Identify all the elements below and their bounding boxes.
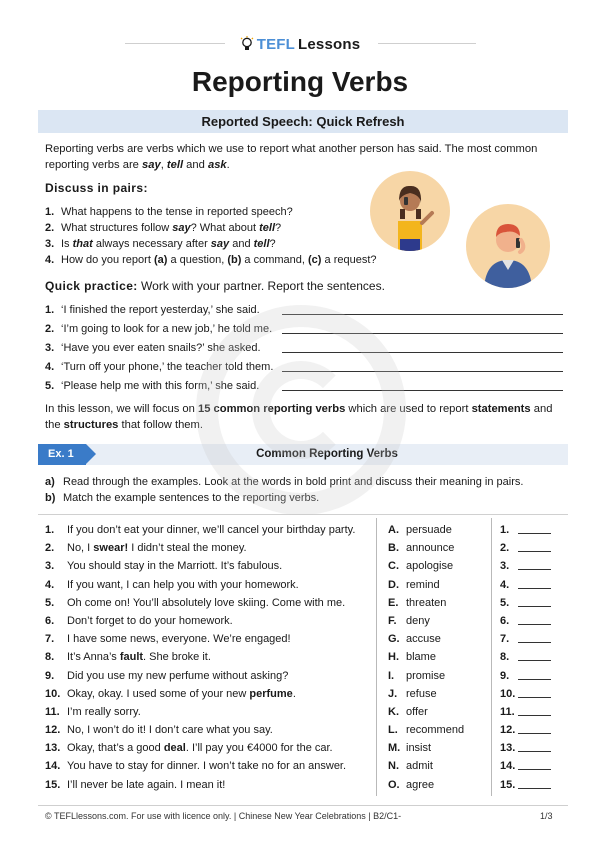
answer-row [500, 594, 551, 612]
item-text: Is [61, 238, 73, 250]
focus-text: that follow them. [118, 419, 203, 431]
sentence-row [45, 667, 355, 685]
verb-text: insist [406, 742, 432, 755]
sentence-number: 13. [45, 742, 61, 755]
sentence-bold: fault [119, 651, 144, 664]
sentence-number: 12. [45, 724, 61, 737]
sentence-row [45, 757, 355, 775]
answer-blank[interactable] [518, 551, 551, 552]
verb-option [388, 576, 464, 594]
instruction-a [45, 474, 523, 490]
answer-blank[interactable] [518, 606, 551, 607]
quick-practice-text: Work with your partner. Report the sentences. [137, 279, 385, 293]
sentence-text: You have to stay for dinner. I won’t take no for an answer. [67, 760, 347, 773]
sentence-number: 15. [45, 778, 61, 791]
sentence-row [45, 776, 355, 794]
verb-text: agree [406, 778, 435, 791]
answer-row [500, 703, 551, 721]
sentence-row [45, 685, 355, 703]
item-text: and [229, 238, 254, 250]
logo-text-tefl: TEFL [256, 35, 296, 53]
list-item [45, 220, 377, 236]
logo-text-lessons: Lessons [298, 35, 361, 53]
sentence-row [45, 557, 355, 575]
focus-text: In this lesson, we will focus on [45, 403, 198, 415]
list-item [45, 252, 377, 268]
man-on-phone-illustration [466, 204, 550, 288]
sentence-number: 5. [45, 596, 55, 609]
answer-row [500, 539, 551, 557]
sentence-number: 11. [45, 705, 60, 718]
answer-number: 10. [500, 687, 516, 700]
intro-word-ask: ask [207, 159, 227, 171]
sentence-text: Okay, that’s a good [67, 742, 164, 755]
item-text: ‘Please help me with this form,’ she said. [61, 380, 260, 392]
answer-number: 2. [500, 542, 510, 555]
tefl-lessons-logo [236, 36, 365, 53]
verb-text: apologise [406, 560, 454, 573]
answer-number: 7. [500, 633, 510, 646]
answer-row [500, 739, 551, 757]
sentence-row [45, 539, 355, 557]
answer-blank[interactable] [518, 733, 551, 734]
sentence-text: It’s Anna’s [67, 651, 120, 664]
sentence-text: You should stay in the Marriott. It’s fabulous. [67, 560, 283, 573]
exercise-title: Common Reporting Verbs [256, 448, 398, 460]
lightbulb-icon [240, 36, 254, 52]
sentence-number: 7. [45, 633, 55, 646]
answer-row [500, 721, 551, 739]
verb-option [388, 557, 464, 575]
answer-blank[interactable] [518, 697, 551, 698]
answer-line[interactable] [282, 314, 563, 315]
item-bold: (a) [153, 254, 168, 266]
verb-letter: O. [388, 778, 400, 791]
footer-text: © TEFLlessons.com. For use with licence only. | Chinese New Year Celebrations | B2/C1- [45, 811, 402, 821]
item-text: a command, [241, 254, 309, 266]
verb-text: accuse [406, 633, 441, 646]
instruction-b [45, 490, 319, 506]
answer-row [500, 521, 551, 539]
verb-letter: M. [388, 742, 401, 755]
sentence-text: . [292, 687, 296, 700]
answer-number: 1. [500, 524, 510, 536]
quick-practice-heading [45, 279, 385, 293]
verb-text: announce [406, 542, 455, 555]
exercise-tab: Ex. 1 [38, 444, 86, 465]
verb-option [388, 648, 464, 666]
answer-blank[interactable] [518, 715, 551, 716]
verb-text: promise [406, 669, 446, 682]
sentence-row [45, 703, 355, 721]
verb-option [388, 667, 464, 685]
intro-comma: , [160, 159, 167, 171]
answer-blank[interactable] [518, 624, 551, 625]
item-text: ‘I finished the report yesterday,’ she said. [61, 304, 260, 316]
instruction-text: Read through the examples. Look at the words in bold print and discuss their meaning in pairs. [63, 476, 524, 488]
focus-text: and the [45, 403, 553, 431]
verb-letter: J. [388, 687, 398, 700]
answer-number: 12. [500, 724, 516, 737]
verb-option [388, 739, 464, 757]
sentence-text: . She broke it. [143, 651, 211, 664]
intro-end: . [226, 159, 230, 171]
list-item [45, 339, 273, 358]
item-bold: say [172, 222, 191, 234]
verb-letter: B. [388, 542, 399, 555]
answer-row [500, 757, 551, 775]
answer-number: 5. [500, 596, 510, 609]
answer-row [500, 776, 551, 794]
sentence-text: . I’ll pay you €4000 for the car. [185, 742, 333, 755]
sentence-text: I’m really sorry. [67, 705, 141, 718]
item-bold: (b) [227, 254, 242, 266]
sentence-bold: deal [163, 742, 186, 755]
instruction-letter: b) [45, 492, 56, 504]
answer-row [500, 612, 551, 630]
answer-blank[interactable] [518, 642, 551, 643]
verb-option [388, 703, 464, 721]
item-text: always necessary after [92, 238, 211, 250]
verb-option [388, 521, 464, 539]
verb-text: deny [406, 614, 430, 627]
woman-on-phone-illustration [370, 171, 450, 251]
answer-line[interactable] [282, 333, 563, 334]
sentence-number: 14. [45, 760, 61, 773]
item-text: What structures follow [61, 222, 173, 234]
discuss-list [45, 204, 377, 268]
verb-text: persuade [406, 524, 452, 536]
item-text: What happens to the tense in reported speech? [61, 206, 293, 218]
focus-bold: statements [471, 403, 531, 415]
reporting-verbs-list [388, 521, 464, 794]
answer-line[interactable] [282, 352, 563, 353]
instruction-letter: a) [45, 476, 55, 488]
sentence-number: 9. [45, 669, 55, 682]
verb-option [388, 594, 464, 612]
sentence-row [45, 739, 355, 757]
intro-paragraph [45, 141, 565, 173]
sentence-number: 4. [45, 578, 55, 591]
sentence-row [45, 576, 355, 594]
item-text: ‘Have you ever eaten snails?’ she asked. [61, 342, 261, 354]
sentence-bold: perfume [249, 687, 293, 700]
answer-row [500, 667, 551, 685]
item-number: 3. [45, 238, 55, 250]
verb-option [388, 612, 464, 630]
sentence-text: No, I [67, 542, 94, 555]
instruction-text: Match the example sentences to the reporting verbs. [63, 492, 320, 504]
sentence-number: 10. [45, 687, 61, 700]
answer-number: 15. [500, 778, 516, 791]
page-title: Reporting Verbs [191, 66, 409, 97]
sentence-number: 3. [45, 560, 55, 573]
answer-number: 8. [500, 651, 510, 664]
answer-line[interactable] [282, 390, 563, 391]
item-number: 1. [45, 206, 55, 218]
verb-letter: G. [388, 633, 400, 646]
verb-text: offer [406, 705, 428, 718]
answer-line[interactable] [282, 371, 563, 372]
verb-letter: K. [388, 705, 399, 718]
answer-column [500, 521, 551, 794]
sentence-row [45, 521, 355, 539]
intro-and: and [183, 159, 208, 171]
section-banner: Reported Speech: Quick Refresh [38, 110, 568, 133]
list-item [45, 358, 273, 377]
item-number: 4. [45, 254, 55, 266]
verb-letter: F. [388, 614, 397, 627]
verb-option [388, 776, 464, 794]
focus-bold: structures [63, 419, 119, 431]
sentence-text: Okay, okay. I used some of your new [67, 687, 250, 700]
verb-letter: D. [388, 578, 399, 591]
sentence-text: Oh come on! You’ll absolutely love skiing. Come with me. [67, 596, 346, 609]
answer-row [500, 557, 551, 575]
sentence-row [45, 594, 355, 612]
answer-blank[interactable] [518, 751, 551, 752]
verb-letter: C. [388, 560, 399, 573]
answer-blank[interactable] [518, 769, 551, 770]
item-bold: say [210, 238, 230, 250]
list-item [45, 320, 273, 339]
page-number: 1/3 [540, 811, 553, 821]
quick-practice-list [45, 301, 273, 396]
sentence-text: I have some news, everyone. We’re engaged! [67, 633, 291, 646]
focus-bold: 15 common reporting verbs [197, 403, 346, 415]
answer-number: 6. [500, 614, 510, 627]
verb-option [388, 721, 464, 739]
verb-letter: L. [388, 724, 398, 737]
verb-text: blame [406, 651, 436, 664]
item-bold: that [72, 238, 93, 250]
sentence-text: Don’t forget to do your homework. [67, 614, 233, 627]
verb-option [388, 539, 464, 557]
list-item [45, 301, 273, 320]
item-text: ‘Turn off your phone,’ the teacher told them. [61, 361, 274, 373]
column-separator [491, 518, 492, 796]
footer-divider [38, 805, 568, 806]
sentence-number: 6. [45, 614, 55, 627]
answer-blank[interactable] [518, 569, 551, 570]
answer-row [500, 630, 551, 648]
answer-row [500, 685, 551, 703]
verb-text: recommend [406, 724, 465, 737]
verb-letter: I. [388, 669, 395, 682]
sentence-number: 1. [45, 524, 55, 536]
list-item [45, 236, 377, 252]
answer-number: 9. [500, 669, 510, 682]
sentence-text: I’ll never be late again. I mean it! [67, 778, 226, 791]
sentence-text: If you want, I can help you with your homework. [67, 578, 299, 591]
verb-letter: N. [388, 760, 399, 773]
sentence-text: Did you use my new perfume without asking? [67, 669, 289, 682]
intro-word-tell: tell [166, 159, 184, 171]
item-number: 2. [45, 323, 55, 335]
verb-text: threaten [406, 596, 447, 609]
lesson-focus-paragraph [45, 401, 565, 433]
item-text: a request? [321, 254, 377, 266]
sentence-text: If you don’t eat your dinner, we’ll cancel your birthday party. [67, 524, 356, 536]
answer-blank[interactable] [518, 788, 551, 789]
item-text: ? What about [190, 222, 260, 234]
sentence-row [45, 630, 355, 648]
section-divider [38, 514, 568, 515]
verb-text: remind [406, 578, 440, 591]
answer-blank[interactable] [518, 588, 551, 589]
column-separator [376, 518, 377, 796]
sentence-row [45, 648, 355, 666]
sentence-number: 2. [45, 542, 55, 555]
item-bold: (c) [308, 254, 322, 266]
example-sentences-list [45, 521, 355, 794]
item-bold: tell [259, 222, 276, 234]
verb-letter: E. [388, 596, 399, 609]
answer-blank[interactable] [518, 533, 551, 534]
item-number: 2. [45, 222, 55, 234]
item-number: 4. [45, 361, 55, 373]
sentence-row [45, 721, 355, 739]
sentence-number: 8. [45, 651, 55, 664]
intro-text: Reporting verbs are verbs which we use to report what another person has said. The most common reporting verbs are [45, 143, 538, 171]
answer-number: 14. [500, 760, 516, 773]
item-number: 1. [45, 304, 55, 316]
quick-practice-label: Quick practice: [45, 279, 138, 293]
item-bold: tell [253, 238, 270, 250]
answer-number: 11. [500, 705, 515, 718]
answer-row [500, 576, 551, 594]
focus-text: which are used to report [345, 403, 472, 415]
header [0, 34, 600, 54]
item-text: ‘I’m going to look for a new job,’ he told me. [61, 323, 273, 335]
verb-text: refuse [406, 687, 437, 700]
answer-number: 3. [500, 560, 510, 573]
answer-number: 4. [500, 578, 510, 591]
verb-letter: H. [388, 651, 399, 664]
verb-option [388, 757, 464, 775]
item-text: ? [269, 238, 276, 250]
discuss-heading: Discuss in pairs: [45, 181, 148, 195]
item-number: 5. [45, 380, 55, 392]
list-item [45, 377, 273, 396]
list-item [45, 204, 377, 220]
item-text: a question, [167, 254, 228, 266]
verb-option [388, 630, 464, 648]
answer-blank[interactable] [518, 660, 551, 661]
sentence-row [45, 612, 355, 630]
verb-text: admit [406, 760, 433, 773]
verb-letter: A. [388, 524, 399, 536]
intro-word-say: say [142, 159, 161, 171]
sentence-text: No, I won’t do it! I don’t care what you say. [67, 724, 273, 737]
answer-row [500, 648, 551, 666]
answer-blank[interactable] [518, 679, 551, 680]
item-number: 3. [45, 342, 55, 354]
sentence-bold: swear! [93, 542, 129, 555]
item-text: ? [275, 222, 282, 234]
answer-number: 13. [500, 742, 516, 755]
sentence-text: I didn’t steal the money. [128, 542, 247, 555]
item-text: How do you report [61, 254, 154, 266]
verb-option [388, 685, 464, 703]
